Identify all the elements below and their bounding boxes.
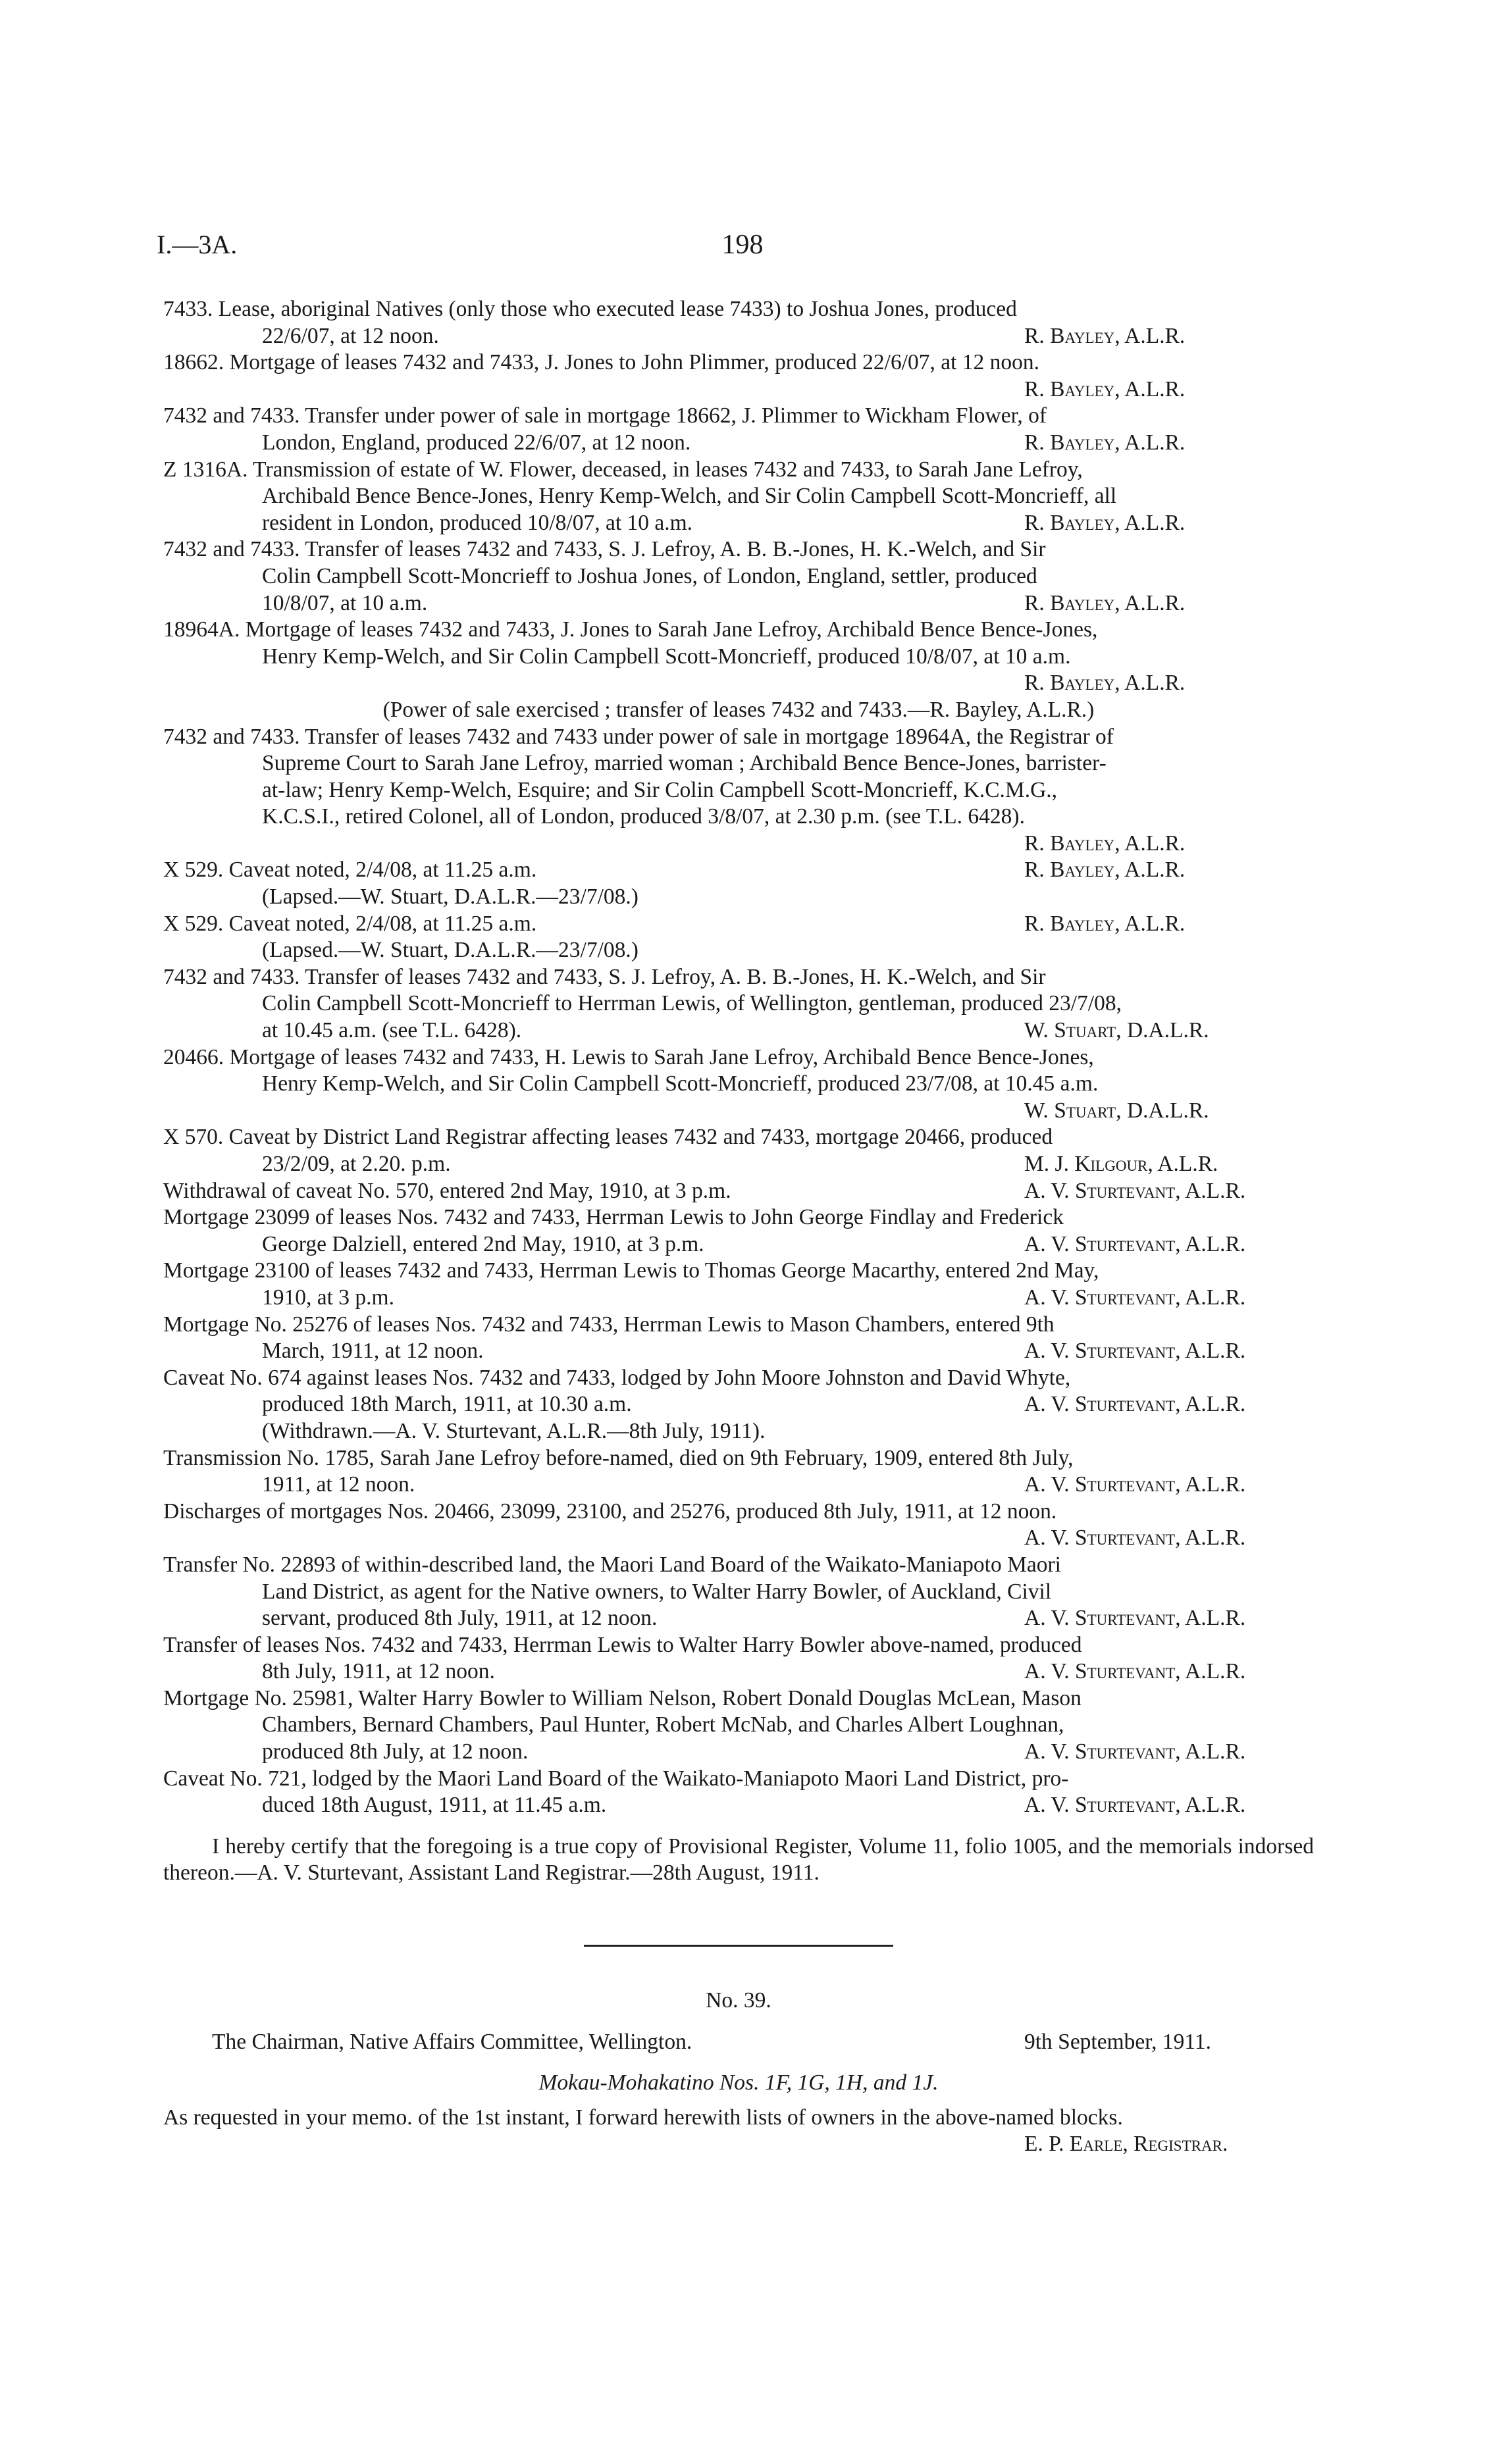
register-entry	[163, 296, 1314, 349]
entry-line	[163, 857, 1314, 884]
entry-line: 7432 and 7433. Transfer under power of sale in mortgage 18662, J. Plimmer to Wickham Flower, of	[163, 403, 1047, 428]
register-entry	[163, 1312, 1314, 1365]
entry-text: at 10.45 a.m. (see T.L. 6428).	[262, 1018, 522, 1043]
entry-line: Colin Campbell Scott-Moncrieff to Joshua Jones, of London, England, settler, produced	[262, 563, 1037, 588]
registrar-signature: R. Bayley, A.L.R.	[1024, 510, 1185, 535]
letter-address-line	[163, 2029, 1314, 2056]
entry-line: Chambers, Bernard Chambers, Paul Hunter, Robert McNab, and Charles Albert Loughnan,	[262, 1712, 1064, 1737]
entry-line: X 570. Caveat by District Land Registrar affecting leases 7432 and 7433, mortgage 20466, produced	[163, 1125, 1053, 1150]
register-entry	[163, 1204, 1314, 1258]
entry-line: Mortgage No. 25981, Walter Harry Bowler to William Nelson, Robert Donald Douglas McLean, Mason	[163, 1685, 1081, 1710]
entry-line: Supreme Court to Sarah Jane Lefroy, married woman ; Archibald Bence Bence-Jones, barrister-	[262, 751, 1107, 776]
entry-line	[163, 911, 1314, 938]
entry-line	[163, 1017, 1314, 1044]
register-entry	[163, 857, 1314, 910]
series-reference: I.—3A.	[157, 230, 238, 259]
entry-line: K.C.S.I., retired Colonel, all of London, produced 3/8/07, at 2.30 p.m. (see T.L. 6428).	[262, 804, 1025, 829]
registrar-signature: A. V. Sturtevant, A.L.R.	[1024, 1793, 1246, 1818]
registrar-signature: R. Bayley, A.L.R.	[1024, 323, 1185, 348]
entry-text: produced 8th July, at 12 noon.	[262, 1739, 529, 1764]
entry-line	[163, 376, 1314, 403]
registrar-signature: A. V. Sturtevant, A.L.R.	[1024, 1231, 1246, 1256]
entry-text: 10/8/07, at 10 a.m.	[262, 590, 428, 615]
entry-line	[163, 1178, 1314, 1205]
registrar-signature: R. Bayley, A.L.R.	[1024, 430, 1185, 455]
entry-line	[163, 1338, 1314, 1365]
entry-line	[163, 1285, 1314, 1312]
page-number: 198	[721, 230, 764, 260]
entry-line: Caveat No. 721, lodged by the Maori Land Board of the Waikato-Maniapoto Maori Land District, pro-	[163, 1766, 1069, 1791]
entry-text: 8th July, 1911, at 12 noon.	[262, 1659, 495, 1684]
entry-line	[163, 1098, 1314, 1125]
registrar-signature: A. V. Sturtevant, A.L.R.	[1024, 1526, 1246, 1551]
entry-line	[163, 831, 1314, 858]
entry-line: 7433. Lease, aboriginal Natives (only those who executed lease 7433) to Joshua Jones, produced	[163, 297, 1017, 321]
entry-line: Colin Campbell Scott-Moncrieff to Herrman Lewis, of Wellington, gentleman, produced 23/7/08,	[262, 991, 1122, 1016]
entry-note: (Withdrawn.—A. V. Sturtevant, A.L.R.—8th July, 1911).	[262, 1418, 766, 1443]
entry-line: Mortgage 23099 of leases Nos. 7432 and 7433, Herrman Lewis to John George Findlay and Frederick	[163, 1205, 1064, 1230]
letter-addressee: The Chairman, Native Affairs Committee, Wellington.	[212, 2029, 692, 2054]
register-entry	[163, 724, 1314, 858]
letter-body	[163, 2105, 1314, 2157]
entry-line: Land District, as agent for the Native owners, to Walter Harry Bowler, of Auckland, Civil	[262, 1579, 1052, 1604]
entry-note: (Power of sale exercised ; transfer of leases 7432 and 7433.—R. Bayley, A.L.R.)	[382, 697, 1095, 722]
section-divider	[584, 1945, 893, 1947]
entry-line: Caveat No. 674 against leases Nos. 7432 and 7433, lodged by John Moore Johnston and David Whyte,	[163, 1365, 1071, 1390]
entry-line: Henry Kemp-Welch, and Sir Colin Campbell Scott-Moncrieff, produced 23/7/08, at 10.45 a.m.	[262, 1071, 1099, 1096]
register-entry	[163, 1685, 1314, 1766]
register-entry	[163, 1258, 1314, 1311]
register-entry	[163, 1178, 1314, 1205]
register-entry	[163, 457, 1314, 537]
entry-line	[163, 323, 1314, 350]
entry-line: Z 1316A. Transmission of estate of W. Flower, deceased, in leases 7432 and 7433, to Sarah Jane Lefroy,	[163, 457, 1083, 482]
entry-text: London, England, produced 22/6/07, at 12 noon.	[262, 430, 691, 455]
entry-line: 7432 and 7433. Transfer of leases 7432 and 7433, S. J. Lefroy, A. B. B.-Jones, H. K.-Welch, and Sir	[163, 964, 1046, 989]
registrar-signature: A. V. Sturtevant, A.L.R.	[1024, 1659, 1246, 1684]
certificate-text: I hereby certify that the foregoing is a true copy of Provisional Register, Volume 11, folio 1005, and the memorials indorsed thereon.—A. V. Sturtevant, Assistant Land Registrar.—28th August, 1911.	[163, 1834, 1314, 1886]
entry-text: produced 18th March, 1911, at 10.30 a.m.	[262, 1392, 632, 1417]
register-entry	[163, 349, 1314, 403]
memorials-list	[163, 296, 1314, 2158]
entry-note: (Lapsed.—W. Stuart, D.A.L.R.—23/7/08.)	[262, 938, 638, 963]
entry-line: at-law; Henry Kemp-Welch, Esquire; and Sir Colin Campbell Scott-Moncrieff, K.C.M.G.,	[262, 777, 1058, 802]
entry-line: Transfer No. 22893 of within-described land, the Maori Land Board of the Waikato-Maniapoto Maori	[163, 1552, 1061, 1577]
registrar-signature: W. Stuart, D.A.L.R.	[1024, 1018, 1209, 1043]
entry-line: 7432 and 7433. Transfer of leases 7432 and 7433, S. J. Lefroy, A. B. B.-Jones, H. K.-Welch, and Sir	[163, 537, 1046, 562]
entry-note: (Lapsed.—W. Stuart, D.A.L.R.—23/7/08.)	[262, 885, 638, 910]
entry-text: duced 18th August, 1911, at 11.45 a.m.	[262, 1793, 607, 1818]
entry-line	[163, 1605, 1314, 1632]
register-entry	[163, 1499, 1314, 1552]
entry-line: Mortgage No. 25276 of leases Nos. 7432 and 7433, Herrman Lewis to Mason Chambers, entered 9th	[163, 1312, 1055, 1337]
entry-line	[163, 1658, 1314, 1685]
registrar-signature: M. J. Kilgour, A.L.R.	[1024, 1152, 1218, 1176]
entry-line: 7432 and 7433. Transfer of leases 7432 and 7433 under power of sale in mortgage 18964A, the Registrar of	[163, 724, 1114, 749]
entry-line: 20466. Mortgage of leases 7432 and 7433, H. Lewis to Sarah Jane Lefroy, Archibald Bence Bence-Jones,	[163, 1044, 1094, 1069]
register-entry	[163, 403, 1314, 456]
entry-line: Transfer of leases Nos. 7432 and 7433, Herrman Lewis to Walter Harry Bowler above-named, produced	[163, 1632, 1082, 1657]
register-entry	[163, 1552, 1314, 1632]
entry-line: 18964A. Mortgage of leases 7432 and 7433, J. Jones to Sarah Jane Lefroy, Archibald Bence Bence-Jones,	[163, 617, 1098, 642]
letter-subject: Mokau-Mohakatino Nos. 1F, 1G, 1H, and 1J.	[538, 2070, 939, 2095]
entry-text: Withdrawal of caveat No. 570, entered 2nd May, 1910, at 3 p.m.	[163, 1178, 731, 1203]
registrar-signature: A. V. Sturtevant, A.L.R.	[1024, 1339, 1246, 1364]
page-header	[157, 229, 1328, 269]
register-entry	[163, 1632, 1314, 1685]
entry-line: Mortgage 23100 of leases 7432 and 7433, Herrman Lewis to Thomas George Macarthy, entered 2nd May,	[163, 1258, 1099, 1283]
entry-line	[163, 1151, 1314, 1178]
register-entry	[163, 1766, 1314, 1819]
register-entry	[163, 1445, 1314, 1499]
entry-line	[163, 590, 1314, 617]
entry-line	[163, 1391, 1314, 1418]
registrar-signature: A. V. Sturtevant, A.L.R.	[1024, 1285, 1246, 1310]
registrar-signature: A. V. Sturtevant, A.L.R.	[1024, 1472, 1246, 1497]
registrar-signature: R. Bayley, A.L.R.	[1024, 376, 1185, 401]
registrar-signature: A. V. Sturtevant, A.L.R.	[1024, 1178, 1246, 1203]
register-entry	[163, 1124, 1314, 1177]
registrar-signature: R. Bayley, A.L.R.	[1024, 858, 1185, 883]
entry-text: 1910, at 3 p.m.	[262, 1285, 394, 1310]
entry-line: 18662. Mortgage of leases 7432 and 7433, J. Jones to John Plimmer, produced 22/6/07, at 12 noon.	[163, 350, 1040, 375]
register-entry	[163, 1044, 1314, 1125]
registrar-signature: A. V. Sturtevant, A.L.R.	[1024, 1606, 1246, 1631]
entry-line: Transmission No. 1785, Sarah Jane Lefroy before-named, died on 9th February, 1909, entered 8th July,	[163, 1445, 1074, 1470]
entry-text: X 529. Caveat noted, 2/4/08, at 11.25 a.m.	[163, 858, 537, 883]
entry-text: resident in London, produced 10/8/07, at 10 a.m.	[262, 510, 693, 535]
register-entry	[163, 1365, 1314, 1445]
registrar-signature: W. Stuart, D.A.L.R.	[1024, 1098, 1209, 1123]
entry-text: servant, produced 8th July, 1911, at 12 noon.	[262, 1606, 658, 1631]
entry-line	[163, 430, 1314, 457]
register-entry	[163, 536, 1314, 617]
entry-line	[163, 670, 1314, 697]
letter-date: 9th September, 1911.	[1024, 2029, 1211, 2054]
registrar-signature: R. Bayley, A.L.R.	[1024, 590, 1185, 615]
entry-line: Henry Kemp-Welch, and Sir Colin Campbell Scott-Moncrieff, produced 10/8/07, at 10 a.m.	[262, 644, 1071, 669]
entry-line	[163, 1472, 1314, 1499]
register-entry	[163, 911, 1314, 964]
entry-line	[163, 1231, 1314, 1258]
register-entry	[163, 697, 1314, 724]
letter-signature: E. P. Earle, Registrar.	[1024, 2132, 1228, 2157]
entry-text: George Dalziell, entered 2nd May, 1910, at 3 p.m.	[262, 1231, 704, 1256]
entry-line	[163, 1792, 1314, 1819]
entry-text: 23/2/09, at 2.20. p.m.	[262, 1152, 451, 1176]
registrar-signature: A. V. Sturtevant, A.L.R.	[1024, 1739, 1246, 1764]
registrar-signature: R. Bayley, A.L.R.	[1024, 911, 1185, 936]
register-entry	[163, 964, 1314, 1044]
entry-text: March, 1911, at 12 noon.	[262, 1339, 484, 1364]
entry-line	[163, 510, 1314, 537]
entry-line: Discharges of mortgages Nos. 20466, 23099, 23100, and 25276, produced 8th July, 1911, at 12 noon.	[163, 1499, 1057, 1524]
entry-text: X 529. Caveat noted, 2/4/08, at 11.25 a.m.	[163, 911, 537, 936]
entry-text: 1911, at 12 noon.	[262, 1472, 415, 1497]
entry-line	[163, 1739, 1314, 1766]
registrar-signature: R. Bayley, A.L.R.	[1024, 831, 1185, 856]
entry-line	[163, 1525, 1314, 1552]
registrar-signature: A. V. Sturtevant, A.L.R.	[1024, 1392, 1246, 1417]
letter-body-text: As requested in your memo. of the 1st instant, I forward herewith lists of owners in the above-named blocks.	[163, 2105, 1123, 2130]
letter-number: No. 39.	[706, 1988, 771, 2013]
entry-line: Archibald Bence Bence-Jones, Henry Kemp-Welch, and Sir Colin Campbell Scott-Moncrieff, all	[262, 484, 1117, 509]
register-entry	[163, 617, 1314, 697]
entry-text: 22/6/07, at 12 noon.	[262, 323, 439, 348]
registrar-signature: R. Bayley, A.L.R.	[1024, 671, 1185, 696]
